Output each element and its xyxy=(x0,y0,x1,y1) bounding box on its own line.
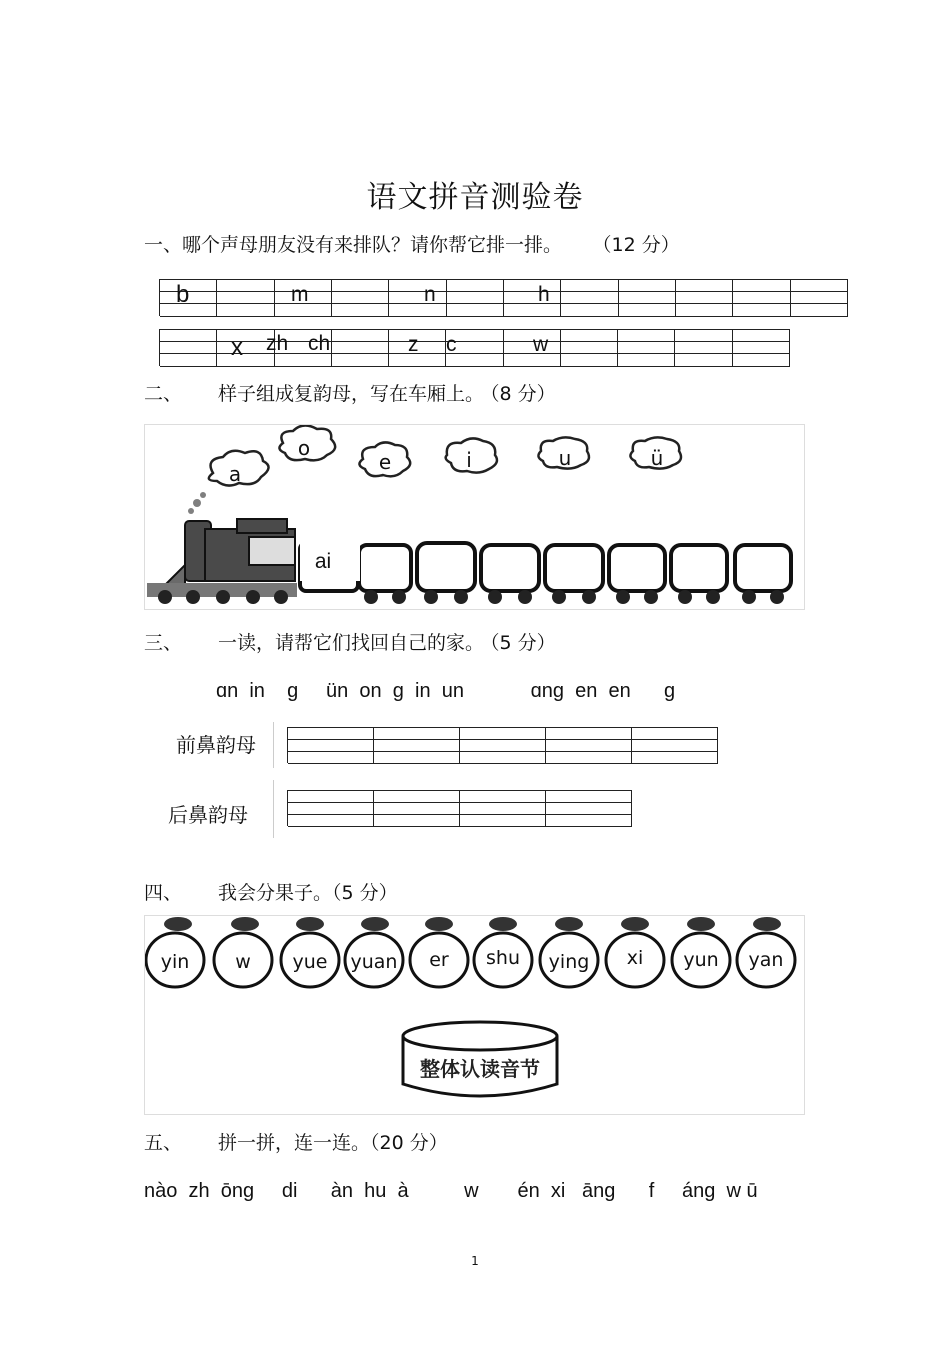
grid-line xyxy=(288,763,718,764)
fruit-label: w xyxy=(235,951,251,973)
grid-line xyxy=(160,366,790,367)
cloud-label: e xyxy=(378,450,392,474)
q3-heading xyxy=(144,628,556,655)
fruit-label: er xyxy=(429,949,449,971)
divider xyxy=(273,722,274,768)
q1-r2-ch: ch xyxy=(308,332,331,355)
grid-cell[interactable] xyxy=(618,329,675,366)
grid-line xyxy=(288,751,718,752)
grid-line xyxy=(160,329,790,330)
q2-text: 样子组成复韵母，写在车厢上。 xyxy=(218,383,485,405)
cloud-label: a xyxy=(228,462,242,486)
grid-cell[interactable] xyxy=(676,279,733,316)
grid-cell[interactable] xyxy=(546,790,632,826)
grid-cell[interactable] xyxy=(733,329,790,366)
q1-r1-n: n xyxy=(424,283,436,306)
q1-r2-c: c xyxy=(446,333,457,356)
grid-line xyxy=(160,303,848,304)
grid-cell[interactable] xyxy=(632,727,718,763)
q2-heading xyxy=(144,379,556,406)
cloud-label: ü xyxy=(650,446,664,470)
q1-grid-row1 xyxy=(159,279,848,316)
grid-cell[interactable] xyxy=(675,329,732,366)
fruit-label: yue xyxy=(292,951,328,973)
front-nasal-grid[interactable] xyxy=(287,727,718,763)
grid-line xyxy=(288,814,632,815)
grid-cell[interactable] xyxy=(217,279,274,316)
q1-heading xyxy=(144,230,680,257)
q5-points: （20 分） xyxy=(370,1132,448,1154)
train-illustration xyxy=(145,425,804,609)
grid-cell[interactable] xyxy=(561,279,618,316)
grid-cell[interactable] xyxy=(546,727,632,763)
q1-text: 一、哪个声母朋友没有来排队？请你帮它排一排。 xyxy=(144,234,563,256)
q4-heading xyxy=(144,878,398,905)
grid-cell[interactable] xyxy=(332,329,389,366)
grid-line xyxy=(288,826,632,827)
train-picture xyxy=(144,424,805,610)
cloud-label: o xyxy=(297,436,311,460)
grid-line xyxy=(288,790,632,791)
grid-cell[interactable] xyxy=(504,279,561,316)
grid-cell[interactable] xyxy=(460,790,546,826)
fruit-label: shu xyxy=(486,947,520,969)
fruit-label: yan xyxy=(748,949,784,971)
q1-r2-z: z xyxy=(408,333,419,356)
page-number: 1 xyxy=(471,1254,479,1268)
grid-line xyxy=(160,279,848,280)
q3-text: 一读，请帮它们找回自己的家。 xyxy=(218,632,485,654)
fruit-label: yuan xyxy=(350,951,398,973)
front-nasal-label: 前鼻韵母 xyxy=(176,733,256,757)
cloud-label: u xyxy=(558,446,572,470)
q5-number: 五、 xyxy=(144,1132,183,1154)
grid-line xyxy=(288,727,718,728)
grid-line xyxy=(160,353,790,354)
q3-points: （5 分） xyxy=(490,632,556,654)
fruit-label: yun xyxy=(683,949,719,971)
basket-label: 整体认读音节 xyxy=(420,1057,540,1081)
fruit-label: ying xyxy=(548,951,590,973)
q1-r2-w: w xyxy=(533,333,549,356)
q1-r1-b: b xyxy=(176,281,190,308)
grid-line xyxy=(288,739,718,740)
page-title: 语文拼音测验卷 xyxy=(366,180,584,215)
back-nasal-label: 后鼻韵母 xyxy=(168,803,248,827)
cloud-label: i xyxy=(466,448,472,472)
grid-cell[interactable] xyxy=(374,790,460,826)
q5-syllables: nào zh ōng di àn hu à w én xi āng f áng w ū xyxy=(144,1180,758,1202)
grid-cell[interactable] xyxy=(288,790,374,826)
grid-line xyxy=(160,291,848,292)
fruit-label: xi xyxy=(626,947,644,969)
q5-heading xyxy=(144,1128,448,1155)
q2-number: 二、 xyxy=(144,383,183,405)
q1-r2-zh: zh xyxy=(266,332,289,355)
q1-grid-row2 xyxy=(159,329,790,366)
q1-r2-x: x xyxy=(231,334,243,361)
grid-cell[interactable] xyxy=(791,279,848,316)
grid-cell[interactable] xyxy=(460,727,546,763)
grid-cell[interactable] xyxy=(447,279,504,316)
q4-number: 四、 xyxy=(144,882,183,904)
grid-cell[interactable] xyxy=(160,329,217,366)
fruit-illustration xyxy=(145,916,804,1114)
q2-points: （8 分） xyxy=(490,383,556,405)
q3-syllables: ɑn in g ün on g in un ɑng en en g xyxy=(216,680,676,702)
q4-points: （5 分） xyxy=(332,882,398,904)
back-nasal-grid[interactable] xyxy=(287,790,632,826)
grid-cell[interactable] xyxy=(561,329,618,366)
q1-points: （12 分） xyxy=(602,234,680,256)
grid-cell[interactable] xyxy=(619,279,676,316)
grid-cell[interactable] xyxy=(288,727,374,763)
grid-cell[interactable] xyxy=(733,279,790,316)
fruit-label: yin xyxy=(160,951,190,973)
grid-cell[interactable] xyxy=(374,727,460,763)
q1-r1-m: m xyxy=(291,283,309,306)
grid-line xyxy=(288,802,632,803)
first-car-label: ai xyxy=(314,550,332,573)
q5-text: 拼一拼，连一连。 xyxy=(218,1132,371,1154)
q4-text: 我会分果子。 xyxy=(218,882,333,904)
grid-cell[interactable] xyxy=(389,279,446,316)
q1-r1-h: h xyxy=(538,283,550,306)
grid-line xyxy=(160,341,790,342)
fruit-picture xyxy=(144,915,805,1115)
q3-number: 三、 xyxy=(144,632,183,654)
grid-cell[interactable] xyxy=(332,279,389,316)
divider xyxy=(273,780,274,838)
grid-line xyxy=(160,316,848,317)
